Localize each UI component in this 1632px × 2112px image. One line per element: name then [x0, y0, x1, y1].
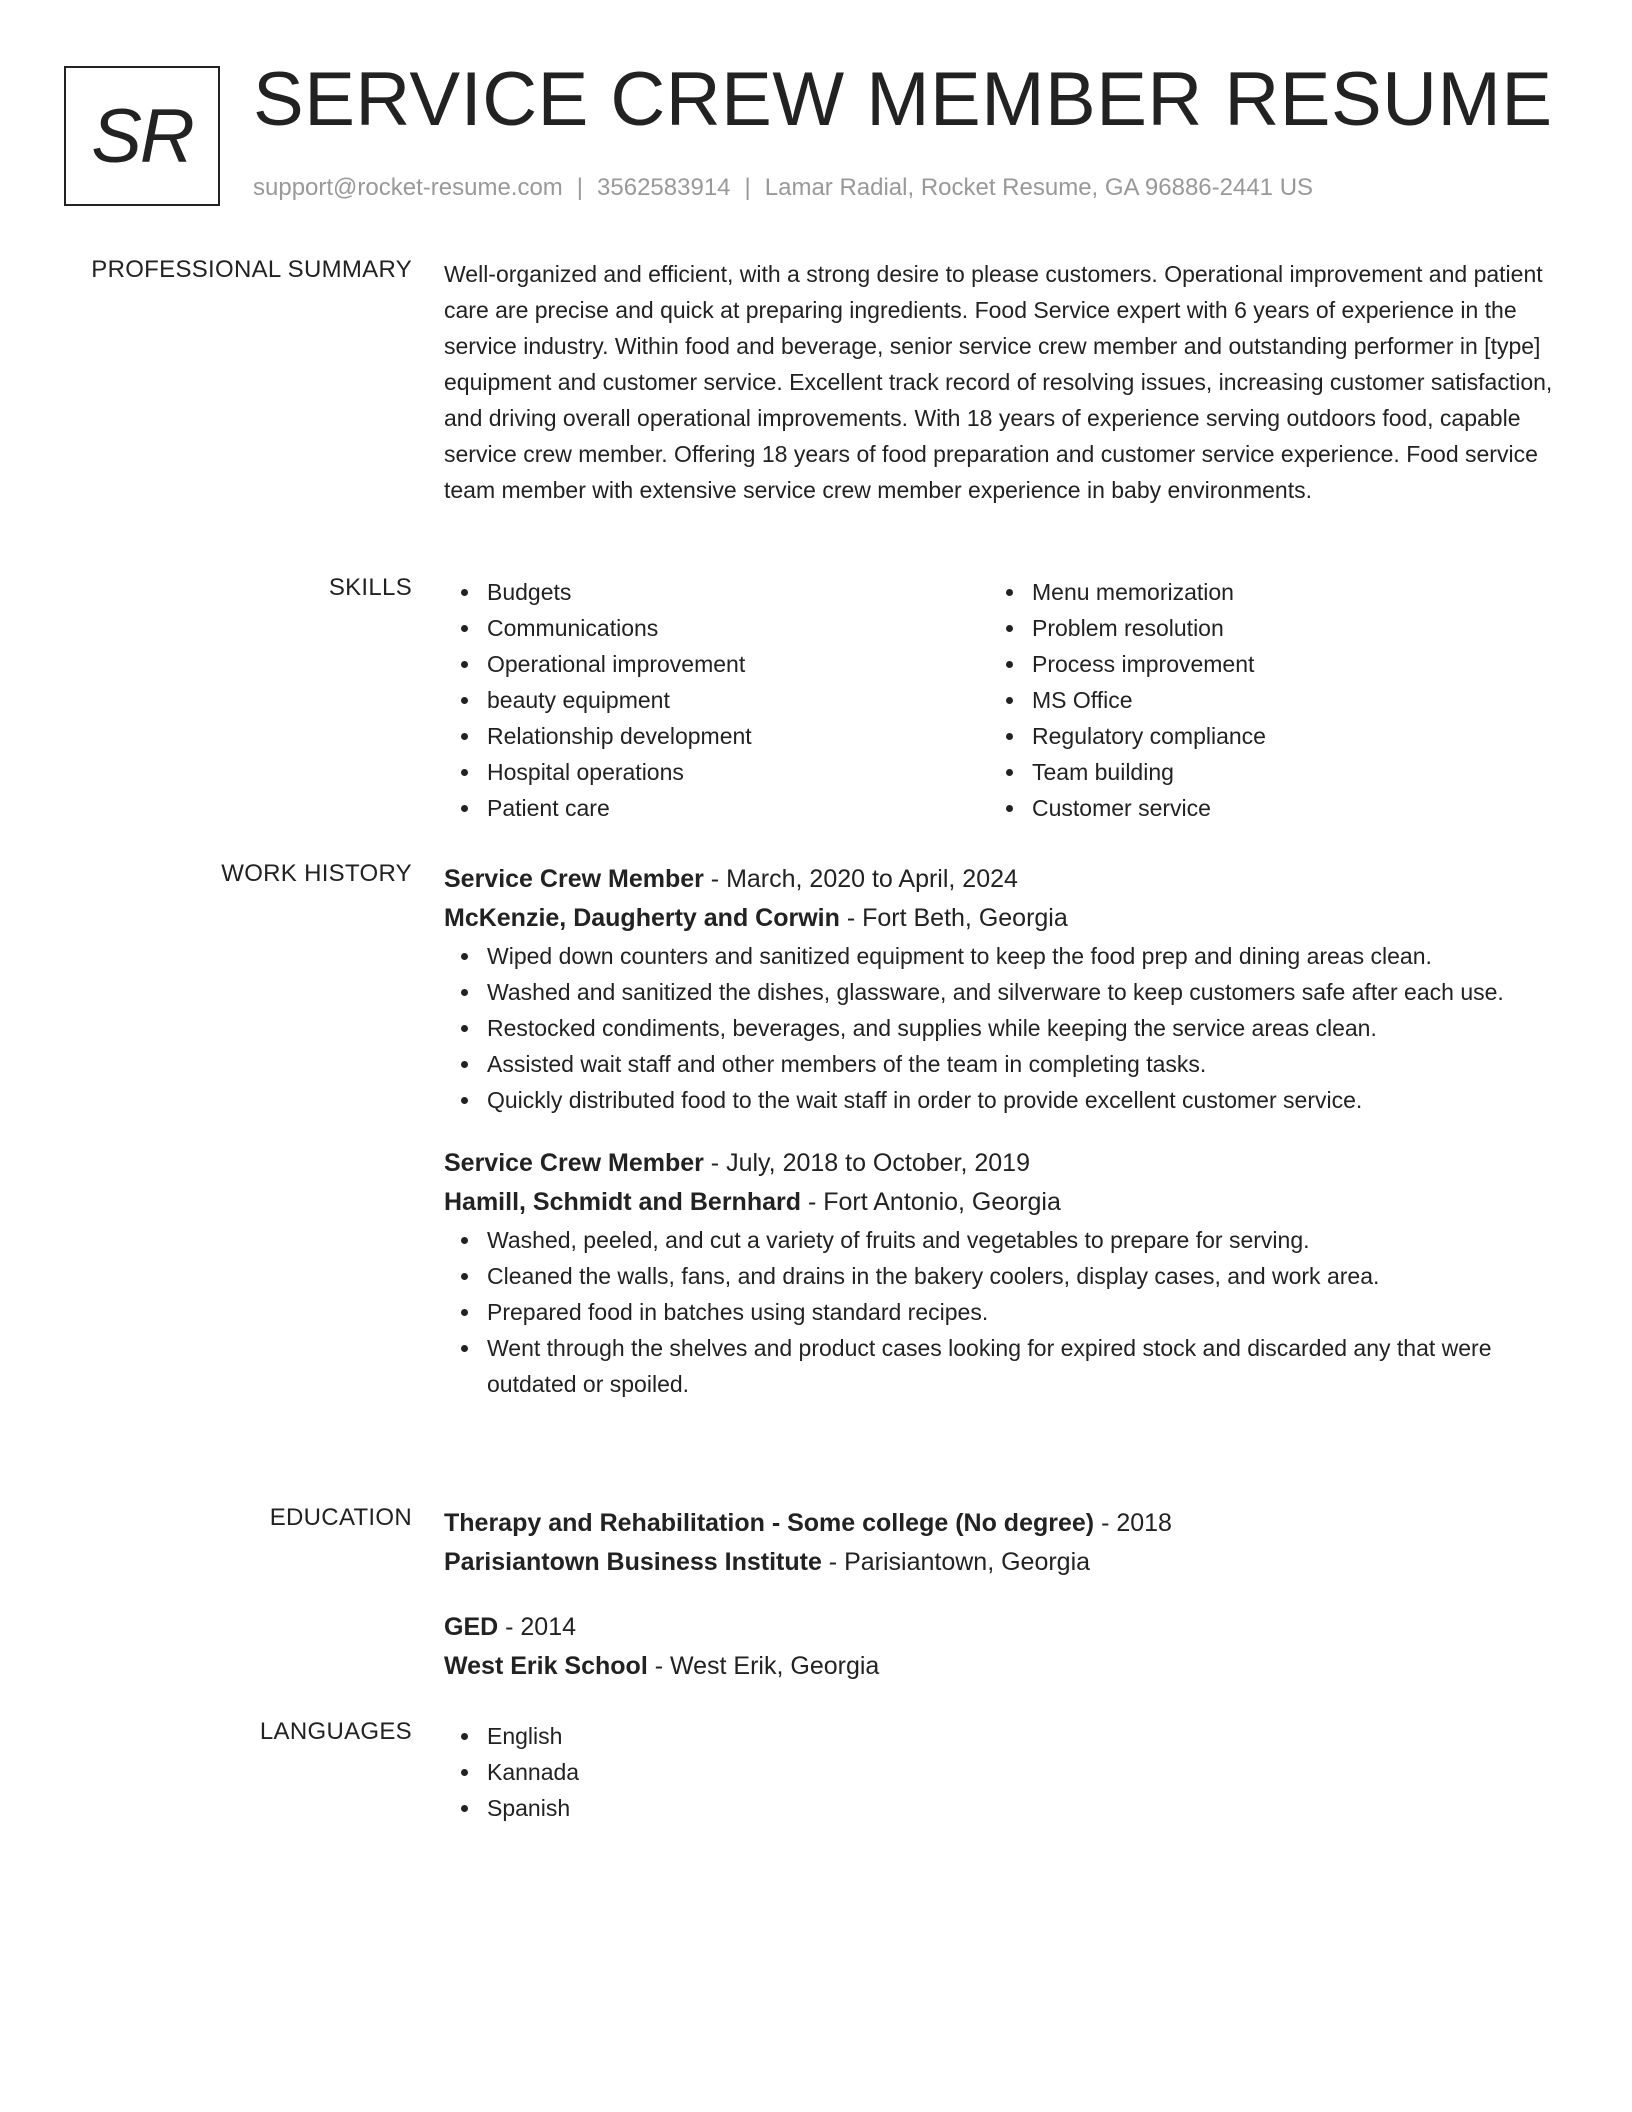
contact-line [253, 174, 1313, 202]
skill-item: MS Office [1032, 682, 1534, 718]
summary-heading: PROFESSIONAL SUMMARY [91, 256, 412, 283]
monogram-logo [64, 66, 220, 206]
job-role: Service Crew Member [444, 865, 704, 893]
skill-item: Patient care [487, 790, 989, 826]
language-item: English [487, 1718, 1554, 1754]
education-school: West Erik School [444, 1652, 648, 1680]
job-duty: Cleaned the walls, fans, and drains in the bakery coolers, display cases, and work area. [487, 1258, 1554, 1294]
job-role-line [444, 1144, 1554, 1183]
job-role-line [444, 860, 1554, 899]
job-duty: Wiped down counters and sanitized equipment to keep the food prep and dining areas clean. [487, 938, 1554, 974]
language-item: Kannada [487, 1754, 1554, 1790]
job-duties [444, 1222, 1554, 1402]
education-school: Parisiantown Business Institute [444, 1548, 822, 1576]
contact-email: support@rocket-resume.com [253, 174, 563, 201]
skills-grid [444, 574, 1554, 826]
education-body [444, 1504, 1554, 1712]
education-heading: EDUCATION [269, 1504, 412, 1531]
resume-title: SERVICE CREW MEMBER RESUME [253, 57, 1553, 142]
job-company: McKenzie, Daugherty and Corwin [444, 904, 840, 932]
job-company-line [444, 1183, 1554, 1222]
skill-item: Menu memorization [1032, 574, 1534, 610]
contact-phone: 3562583914 [597, 174, 731, 201]
contact-separator: | [576, 174, 584, 201]
skill-item: Budgets [487, 574, 989, 610]
contact-separator: | [744, 174, 751, 201]
job-duty: Quickly distributed food to the wait staff in order to provide excellent customer service. [487, 1082, 1554, 1118]
job-location: - Fort Beth, Georgia [839, 904, 1068, 932]
job-company: Hamill, Schmidt and Bernhard [444, 1188, 802, 1216]
languages-list [444, 1718, 1554, 1826]
work-history-body [444, 860, 1554, 1428]
education-entry [444, 1504, 1554, 1582]
education-degree-line [444, 1504, 1554, 1543]
job-duty: Washed and sanitized the dishes, glassware, and silverware to keep customers safe after each use. [487, 974, 1554, 1010]
education-degree: GED [444, 1613, 499, 1641]
job-duty: Washed, peeled, and cut a variety of fruits and vegetables to prepare for serving. [487, 1222, 1554, 1258]
job-dates: - July, 2018 to October, 2019 [703, 1149, 1030, 1177]
skills-column-right [989, 574, 1534, 826]
skill-item: beauty equipment [487, 682, 989, 718]
job-duty: Went through the shelves and product cases looking for expired stock and discarded any that were outdated or spoiled. [487, 1330, 1554, 1402]
languages-heading: LANGUAGES [259, 1718, 412, 1745]
skill-item: Team building [1032, 754, 1534, 790]
work-history-heading: WORK HISTORY [221, 860, 412, 887]
job-company-line [444, 899, 1554, 938]
job-entry [444, 860, 1554, 1118]
job-duty: Restocked condiments, beverages, and supplies while keeping the service areas clean. [487, 1010, 1554, 1046]
skill-item: Problem resolution [1032, 610, 1534, 646]
skills-heading: SKILLS [328, 574, 412, 601]
job-duty: Assisted wait staff and other members of the team in completing tasks. [487, 1046, 1554, 1082]
job-duty: Prepared food in batches using standard recipes. [487, 1294, 1554, 1330]
skill-item: Process improvement [1032, 646, 1534, 682]
summary-body [444, 256, 1554, 508]
education-entry [444, 1608, 1554, 1686]
language-item: Spanish [487, 1790, 1554, 1826]
skills-column-left [444, 574, 989, 826]
skill-item: Hospital operations [487, 754, 989, 790]
education-degree: Therapy and Rehabilitation - Some college (No degree) [444, 1509, 1095, 1537]
education-year: - 2014 [498, 1613, 577, 1641]
skill-item: Relationship development [487, 718, 989, 754]
job-entry [444, 1144, 1554, 1402]
skill-item: Communications [487, 610, 989, 646]
contact-address: Lamar Radial, Rocket Resume, GA 96886-2441 US [764, 174, 1314, 201]
job-location: - Fort Antonio, Georgia [801, 1188, 1061, 1216]
education-location: - Parisiantown, Georgia [821, 1548, 1091, 1576]
education-degree-line [444, 1608, 1554, 1647]
job-duties [444, 938, 1554, 1118]
education-school-line [444, 1543, 1554, 1582]
skill-item: Customer service [1032, 790, 1534, 826]
skill-item: Operational improvement [487, 646, 989, 682]
monogram-text: SR [91, 93, 193, 179]
education-location: - West Erik, Georgia [647, 1652, 880, 1680]
education-school-line [444, 1647, 1554, 1686]
skills-body [444, 574, 1554, 826]
languages-body [444, 1718, 1554, 1826]
job-dates: - March, 2020 to April, 2024 [703, 865, 1018, 893]
skill-item: Regulatory compliance [1032, 718, 1534, 754]
summary-text: Well-organized and efficient, with a strong desire to please customers. Operational improvement and patient care are precise and quick at preparing ingredients. Food Service expert with 6 years of experience in the service industry. Within food and beverage, senior service crew member and outstanding performer in [type] equipment and customer service. Excellent track record of resolving issues, increasing customer satisfaction, and driving overall operational improvements. With 18 years of experience serving outdoors food, capable service crew member. Offering 18 years of food preparation and customer service experience. Food service team member with extensive service crew member experience in baby environments. [444, 261, 1553, 503]
education-year: - 2018 [1094, 1509, 1172, 1537]
job-role: Service Crew Member [444, 1149, 704, 1177]
